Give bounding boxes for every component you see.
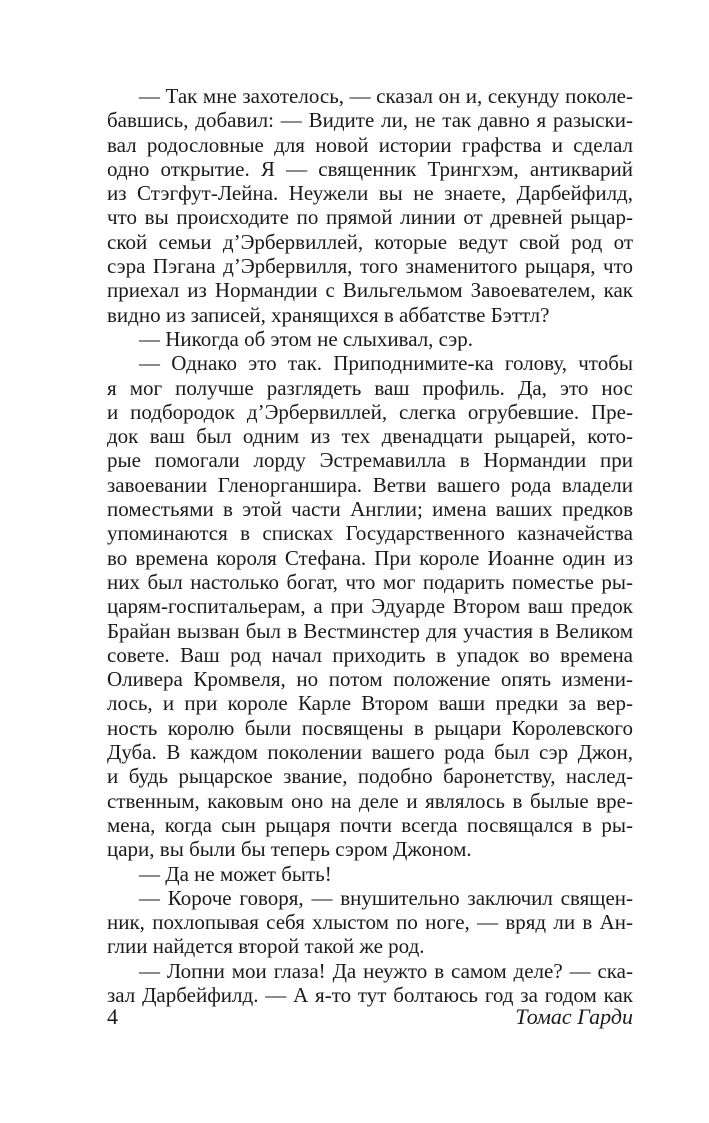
text-line: видно из записей, хранящихся в аббатстве Бэттл? bbox=[107, 302, 550, 327]
page-footer bbox=[107, 1002, 633, 1032]
text-line: цари, вы были бы теперь сэром Джоном. bbox=[107, 837, 472, 862]
text-line: упоминаются в списках Государственного казначейства bbox=[107, 521, 633, 546]
text-line: ность королю были посвящены в рыцари Королевского bbox=[107, 715, 633, 740]
text-line: завоевании Гленорганшира. Ветви вашего рода владели bbox=[107, 472, 633, 497]
text-line: глии найдется второй такой же род. bbox=[107, 934, 425, 959]
text-line: вал родословные для новой истории графства и сделал bbox=[107, 132, 633, 157]
text-line: рые помогали лорду Эстремавилла в Нормандии при bbox=[107, 448, 633, 473]
text-line: и будь рыцарское звание, подобно баронетству, наслед- bbox=[107, 764, 633, 789]
text-line: — Лопни мои глаза! Да неужто в самом деле? — ска- bbox=[139, 958, 633, 983]
text-line: — Так мне захотелось, — сказал он и, секунду поколе- bbox=[139, 84, 633, 108]
page-body bbox=[107, 84, 633, 1007]
text-line: зал Дарбейфилд. — А я-то тут болтаюсь год за годом как bbox=[107, 982, 633, 1007]
text-line: — Короче говоря, — внушительно заключил священ- bbox=[139, 885, 633, 910]
text-line: бавшись, добавил: — Видите ли, не так давно я разыски- bbox=[107, 108, 633, 133]
text-line: поместьями в этой части Англии; имена ваших предков bbox=[107, 497, 633, 522]
text-line: царям-госпитальерам, а при Эдуарде Втором ваш предок bbox=[107, 594, 633, 619]
text-line: приехал из Нормандии с Вильгельмом Завоевателем, как bbox=[107, 278, 633, 303]
text-line: лось, и при короле Карле Втором ваши предки за вер- bbox=[107, 691, 633, 716]
text-line: них был настолько богат, что мог подарить поместье ры- bbox=[107, 569, 633, 594]
page-number: 4 bbox=[107, 1004, 118, 1029]
text-line: Дуба. В каждом поколении вашего рода был сэр Джон, bbox=[107, 740, 633, 765]
text-line: что вы происходите по прямой линии от древней рыцар- bbox=[107, 205, 633, 230]
text-line: док ваш был одним из тех двенадцати рыцарей, кото- bbox=[107, 424, 633, 449]
text-line: сэра Пэгана д’Эрбервилля, того знаменитого рыцаря, что bbox=[107, 254, 633, 279]
text-line: во времена короля Стефана. При короле Иоанне один из bbox=[107, 545, 633, 570]
text-line: ской семьи д’Эрбервиллей, которые ведут свой род от bbox=[107, 229, 633, 254]
text-line: мена, когда сын рыцаря почти всегда посвящался в ры- bbox=[107, 812, 633, 837]
text-line: ник, похлопывая себя хлыстом по ноге, — вряд ли в Ан- bbox=[107, 910, 633, 935]
text-line: ственным, каковым оно на деле и являлось в былые вре- bbox=[107, 788, 633, 813]
text-line: — Да не может быть! bbox=[139, 861, 332, 886]
running-author: Томас Гарди bbox=[515, 1004, 633, 1029]
text-line: одно открытие. Я — священник Трингхэм, антикварий bbox=[107, 156, 633, 181]
text-line: совете. Ваш род начал приходить в упадок во времена bbox=[107, 642, 633, 667]
text-line: я мог получше разглядеть ваш профиль. Да, это нос bbox=[107, 375, 633, 400]
text-line: и подбородок д’Эрбервиллей, слегка огрубевшие. Пре- bbox=[107, 399, 633, 424]
text-line: — Никогда об этом не слыхивал, сэр. bbox=[139, 326, 474, 351]
text-line: Брайан вызван был в Вестминстер для участия в Великом bbox=[107, 618, 633, 643]
text-line: — Однако это так. Приподнимите-ка голову, чтобы bbox=[139, 351, 633, 376]
text-line: из Стэгфут-Лейна. Неужели вы не знаете, Дарбейфилд, bbox=[107, 181, 633, 206]
text-line: Оливера Кромвеля, но потом положение опять измени- bbox=[107, 667, 633, 692]
